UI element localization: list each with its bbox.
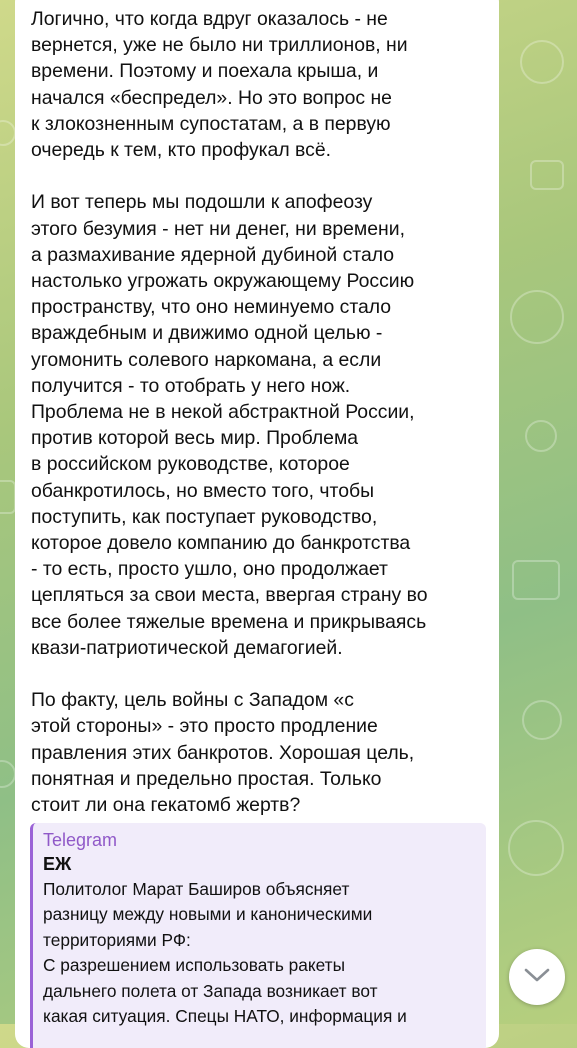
message-line: пространству, что оно неминуемо стало bbox=[31, 296, 392, 319]
quote-source[interactable]: Telegram bbox=[43, 830, 118, 850]
forwarded-quote[interactable] bbox=[30, 823, 486, 1048]
message-line: Логично, что когда вдруг оказалось - не bbox=[31, 8, 388, 30]
message-line: стоит ли она гекатомб жертв? bbox=[31, 794, 301, 817]
message-line: против которой весь мир. Проблема bbox=[31, 427, 359, 450]
message-line: все более тяжелые времена и прикрываясь bbox=[31, 610, 427, 633]
message-text bbox=[31, 6, 499, 818]
message-line: получится - то отобрать у него нож. bbox=[31, 374, 351, 397]
message-line: квази-патриотической демагогией. bbox=[31, 636, 343, 659]
paragraph-gap bbox=[31, 661, 499, 687]
message-line: По факту, цель войны с Западом «с bbox=[31, 689, 354, 712]
quote-line: дальнего полета от Запада возникает вот bbox=[43, 980, 378, 1001]
quote-line: территориями РФ: bbox=[43, 929, 191, 950]
message-line: Проблема не в некой абстрактной России, bbox=[31, 401, 415, 424]
quote-line: Политолог Марат Баширов объясняет bbox=[43, 879, 350, 899]
message-line: которое довело компанию до банкротства bbox=[31, 532, 411, 555]
message-line: правления этих банкротов. Хорошая цель, bbox=[31, 741, 415, 764]
message-line: времени. Поэтому и поехала крыша, и bbox=[31, 60, 379, 83]
message-line: цепляться за свои места, ввергая страну во bbox=[31, 584, 428, 607]
message-line: этого безумия - нет ни денег, ни времени, bbox=[31, 217, 405, 240]
quote-line: С разрешением использовать ракеты bbox=[43, 955, 346, 976]
quote-line: какая ситуация. Спецы НАТО, информация и bbox=[43, 1006, 407, 1027]
message-line: этой стороны» - это просто продление bbox=[31, 715, 378, 738]
paragraph-gap bbox=[31, 163, 499, 189]
message-line: к злокозненным супостатам, а в первую bbox=[31, 112, 391, 135]
message-bubble[interactable] bbox=[15, 0, 499, 1048]
message-paragraph bbox=[31, 6, 499, 163]
message-line: очередь к тем, кто профукал всё. bbox=[31, 139, 331, 162]
quote-author: ЕЖ bbox=[43, 854, 72, 874]
message-line: а размахивание ядерной дубиной стало bbox=[31, 243, 395, 266]
message-line: - то есть, просто ушло, оно продолжает bbox=[31, 558, 388, 581]
scroll-down-button[interactable] bbox=[509, 949, 565, 1005]
message-line: понятная и предельно простая. Только bbox=[31, 767, 382, 790]
message-line: вернется, уже не было ни триллионов, ни bbox=[31, 34, 408, 57]
chevron-down-icon bbox=[523, 966, 551, 989]
message-line: угомонить солевого наркомана, а если bbox=[31, 348, 382, 371]
quote-text bbox=[43, 877, 476, 1029]
message-line: в российском руководстве, которое bbox=[31, 453, 350, 476]
quote-line: разницу между новыми и каноническими bbox=[43, 904, 373, 925]
message-line: начался «беспредел». Но это вопрос не bbox=[31, 86, 392, 109]
message-line: обанкротилось, но вместо того, чтобы bbox=[31, 479, 375, 502]
message-paragraph bbox=[31, 687, 499, 818]
message-paragraph bbox=[31, 189, 499, 661]
message-line: настолько угрожать окружающему Россию bbox=[31, 270, 415, 293]
message-line: поступить, как поступает руководство, bbox=[31, 505, 378, 528]
message-line: враждебным и движимо одной целью - bbox=[31, 322, 383, 345]
message-line: И вот теперь мы подошли к апофеозу bbox=[31, 191, 373, 214]
